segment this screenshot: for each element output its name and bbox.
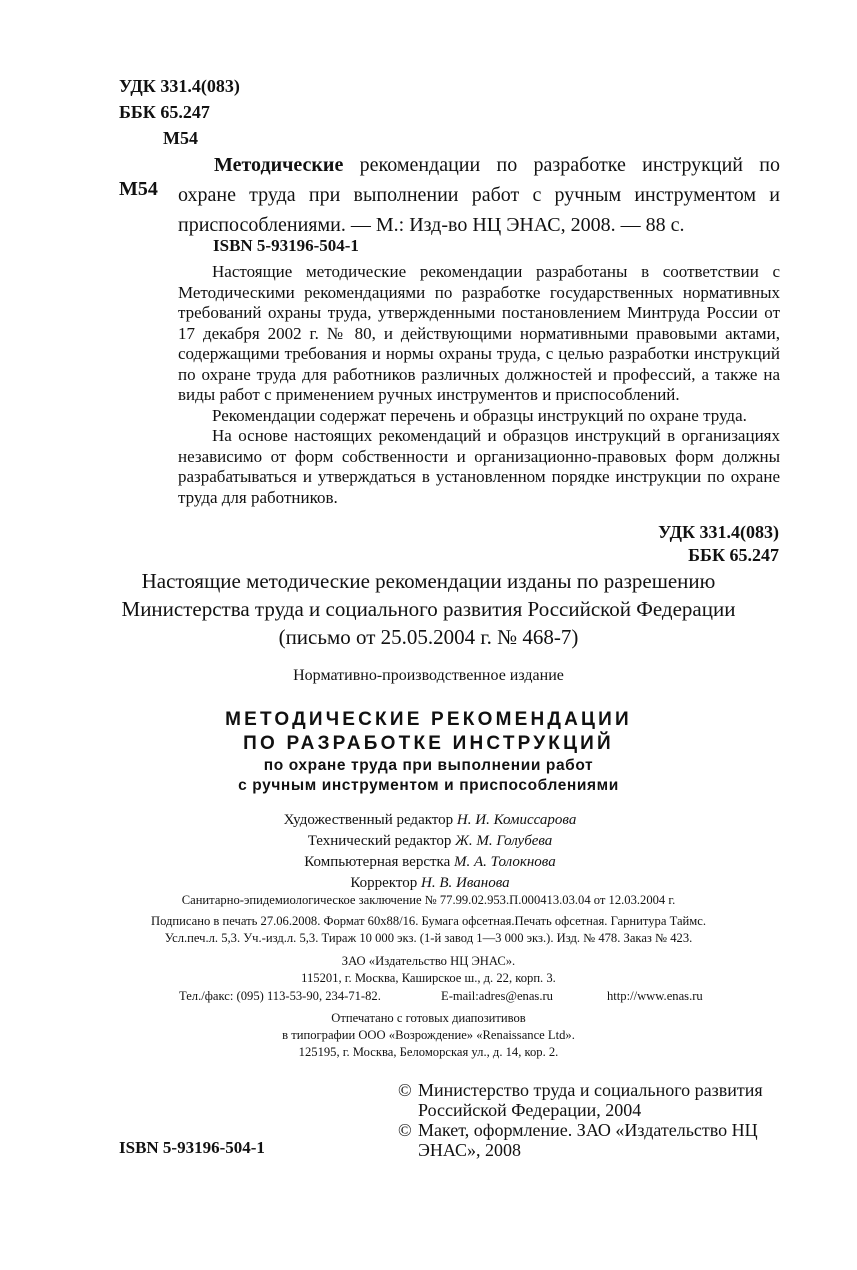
publisher-name: ЗАО «Издательство НЦ ЭНАС». bbox=[341, 954, 516, 968]
permission-line-1: Настоящие методические рекомендации изданы по разрешению bbox=[141, 569, 716, 593]
credit-name: Н. В. Иванова bbox=[421, 875, 510, 891]
credit-role: Корректор bbox=[350, 875, 422, 891]
permission-line-2: Министерства труда и социального развития Российской Федерации bbox=[121, 597, 736, 621]
title-line-4: с ручным инструментом и приспособлениями bbox=[238, 777, 619, 794]
credit-row bbox=[180, 831, 680, 852]
credit-role: Технический редактор bbox=[307, 833, 456, 849]
copyright-text: Министерство труда и социального развития bbox=[418, 1080, 763, 1100]
footer-isbn: ISBN 5-93196-504-1 bbox=[119, 1138, 265, 1157]
credit-name: М. А. Толокнова bbox=[454, 854, 556, 870]
author-mark: М54 bbox=[163, 128, 198, 148]
print-signed: Подписано в печать 27.06.2008. Формат 60х88/16. Бумага офсетная.Печать офсетная. Гарнитура Таймс. bbox=[150, 914, 706, 928]
abstract-paragraph-2: Рекомендации содержат перечень и образцы инструкций по охране труда. bbox=[212, 405, 747, 425]
bibliographic-text: рекомендации по разработке инструкций по охране труда при выполнении работ с ручным инструментом и приспособлениями. — М.: Изд-во НЦ ЭНАС, 2008. — 88 с. bbox=[178, 154, 780, 236]
book-title bbox=[0, 708, 857, 796]
credit-row bbox=[180, 852, 680, 873]
print-details: Усл.печ.л. 5,3. Уч.-изд.л. 5,3. Тираж 10 000 экз. (1-й завод 1—3 000 экз.). Изд. № 478. Заказ № 423. bbox=[164, 931, 693, 945]
publisher-email[interactable]: E-mail:adres@enas.ru bbox=[441, 989, 553, 1003]
credit-name: Н. И. Комиссарова bbox=[456, 812, 577, 828]
copyright-icon: © bbox=[398, 1120, 412, 1140]
copyright-icon: © bbox=[398, 1080, 412, 1100]
bibliographic-description bbox=[178, 150, 780, 240]
abstract-paragraph-1: Настоящие методические рекомендации разработаны в соответствии с Методическими рекомендациями по разработке государственных нормативных требований охраны труда, утвержденными постановлением Минтруда России от 17 декабря 2002 г. № 80, и действующими нормативными правовыми актами, содержащими требования и нормы охраны труда, с целью разработки инструкций по охране труда для работников различных должностей и профессий, а также на виды работ с применением ручных инструментов и приспособлений. bbox=[178, 262, 780, 404]
credit-name: Ж. М. Голубева bbox=[455, 833, 553, 849]
credits bbox=[180, 810, 680, 894]
copyright-text: ЭНАС», 2008 bbox=[418, 1140, 521, 1160]
copyright-entry bbox=[398, 1120, 798, 1140]
abstract bbox=[178, 262, 780, 508]
title-line-1: МЕТОДИЧЕСКИЕ РЕКОМЕНДАЦИИ bbox=[225, 709, 632, 730]
printed-from: Отпечатано с готовых диапозитивов bbox=[331, 1011, 526, 1025]
bbk-header: ББК 65.247 bbox=[119, 102, 210, 122]
credit-role: Компьютерная верстка bbox=[304, 854, 455, 870]
copyright-entry-cont bbox=[398, 1140, 798, 1160]
margin-author-mark: М54 bbox=[119, 178, 158, 200]
credit-row bbox=[180, 810, 680, 831]
credit-row bbox=[180, 873, 680, 894]
title-line-2: ПО РАЗРАБОТКЕ ИНСТРУКЦИЙ bbox=[243, 733, 614, 754]
bbk-footer: ББК 65.247 bbox=[688, 545, 779, 565]
copyright-entry bbox=[398, 1080, 798, 1100]
copyright-text: Макет, оформление. ЗАО «Издательство НЦ bbox=[418, 1120, 758, 1140]
publisher-address: 115201, г. Москва, Каширское ш., д. 22, корп. 3. bbox=[301, 971, 556, 985]
publisher-website[interactable]: http://www.enas.ru bbox=[607, 989, 703, 1003]
isbn-line: ISBN 5-93196-504-1 bbox=[213, 236, 359, 255]
printing-house-address: 125195, г. Москва, Беломорская ул., д. 14, кор. 2. bbox=[298, 1045, 559, 1059]
title-line-3: по охране труда при выполнении работ bbox=[263, 757, 594, 774]
permission-line-3: (письмо от 25.05.2004 г. № 468-7) bbox=[278, 625, 579, 649]
sanitary-conclusion: Санитарно-эпидемиологическое заключение № 77.99.02.953.П.000413.03.04 от 12.03.2004 г. bbox=[181, 893, 676, 907]
abstract-paragraph-3: На основе настоящих рекомендаций и образцов инструкций в организациях независимо от форм собственности и организационно-правовых форм должны разрабатываться и утверждаться в установленном порядке инструкции по охране труда для работников. bbox=[178, 426, 780, 507]
printing-house: в типографии ООО «Возрождение» «Renaissance Ltd». bbox=[282, 1028, 575, 1042]
copyright-block bbox=[398, 1080, 798, 1160]
publisher-phone: Тел./факс: (095) 113-53-90, 234-71-82. bbox=[179, 989, 381, 1003]
edition-type: Нормативно-производственное издание bbox=[293, 667, 564, 684]
credit-role: Художественный редактор bbox=[283, 812, 457, 828]
udk-header: УДК 331.4(083) bbox=[119, 76, 240, 96]
title-bold-word: Методические bbox=[214, 154, 344, 176]
permission-notice bbox=[0, 567, 857, 651]
copyright-text: Российской Федерации, 2004 bbox=[418, 1100, 642, 1120]
udk-footer: УДК 331.4(083) bbox=[658, 522, 779, 542]
copyright-entry-cont bbox=[398, 1100, 798, 1120]
